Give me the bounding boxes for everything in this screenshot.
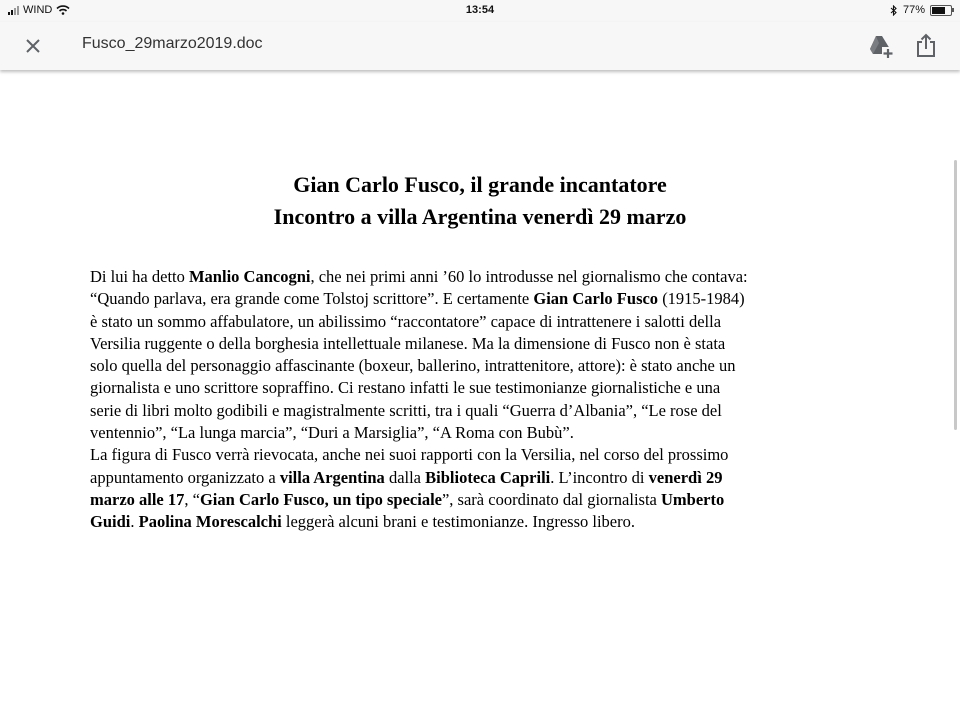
bold-text: marzo alle 17	[90, 489, 185, 509]
body-line	[90, 355, 890, 377]
text-run: . L’incontro di	[550, 467, 649, 487]
app-toolbar	[0, 22, 960, 70]
text-run: è stato un sommo affabulatore, un abilissimo “raccontatore” capace di intrattenere i salotti della	[90, 311, 722, 331]
text-run: appuntamento organizzato a	[90, 467, 280, 487]
bold-text: Gian Carlo Fusco, un tipo speciale	[199, 489, 442, 509]
text-run: ventennio”, “La lunga marcia”, “Duri a Marsiglia”, “A Roma con Bubù”.	[90, 423, 574, 443]
bold-text: Paolina Morescalchi	[138, 512, 282, 532]
add-to-drive-button[interactable]	[866, 32, 894, 60]
document-body	[90, 266, 890, 534]
scrollbar[interactable]	[954, 160, 957, 430]
text-run: Di lui ha detto	[90, 267, 189, 286]
status-right	[890, 4, 952, 16]
bluetooth-icon	[890, 5, 898, 16]
text-run: solo quella del personaggio affascinante (boxeur, ballerino, intrattenitore, attore): è stato anche un	[90, 356, 736, 376]
body-line	[90, 467, 890, 489]
text-run: , “	[184, 489, 200, 509]
text-run: “Quando parlava, era grande come Tolstoj scrittore”. E certamente	[90, 289, 534, 309]
body-line	[90, 333, 890, 355]
text-run: dalla	[384, 467, 426, 487]
battery-percent: 77%	[902, 4, 925, 16]
document-title-line-2: Incontro a villa Argentina venerdì 29 marzo	[273, 204, 687, 229]
body-line	[90, 377, 890, 399]
text-run: (1915-1984)	[658, 289, 745, 309]
status-bar	[0, 0, 960, 22]
bold-text: Manlio Cancogni	[188, 267, 311, 286]
bold-text: Umberto	[661, 489, 725, 509]
text-run: ”, sarà coordinato dal giornalista	[441, 489, 661, 509]
document-filename: Fusco_29marzo2019.doc	[82, 35, 263, 52]
bold-text: Biblioteca Caprili	[425, 467, 551, 487]
carrier-name: WIND	[23, 4, 53, 16]
status-time: 13:54	[465, 4, 495, 16]
close-button[interactable]	[20, 33, 46, 59]
body-line	[90, 444, 890, 466]
battery-icon	[930, 5, 952, 16]
body-line	[90, 489, 890, 511]
text-run: La figura di Fusco verrà rievocata, anche nei suoi rapporti con la Versilia, nel corso del prossimo	[90, 445, 729, 465]
body-line	[90, 400, 890, 422]
battery-fill	[932, 7, 945, 14]
body-line	[90, 422, 890, 444]
text-run: , che nei primi anni ’60 lo introdusse nel giornalismo che contava:	[310, 267, 748, 286]
text-run: serie di libri molto godibili e magistralmente scritti, tra i quali “Guerra d’Albania”, “Le rose del	[90, 400, 722, 420]
share-button[interactable]	[913, 32, 939, 60]
document-title-line-1: Gian Carlo Fusco, il grande incantatore	[293, 172, 667, 197]
bold-text: venerdì 29	[648, 467, 723, 487]
text-run: .	[130, 512, 139, 532]
drive-add-icon	[866, 32, 894, 60]
body-line	[90, 311, 890, 333]
body-line	[90, 266, 890, 288]
text-run: giornalista e uno scrittore sopraffino. Ci restano infatti le sue testimonianze giornalistiche e una	[90, 378, 721, 398]
bold-text: Guidi	[90, 512, 131, 532]
text-run: leggerà alcuni brani e testimonianze. Ingresso libero.	[281, 512, 635, 532]
bold-text: villa Argentina	[279, 467, 385, 487]
text-run: Versilia ruggente o della borghesia intellettuale milanese. Ma la dimensione di Fusco non è stata	[90, 333, 726, 353]
body-line	[90, 288, 890, 310]
bold-text: Gian Carlo Fusco	[533, 289, 659, 309]
body-line	[90, 511, 890, 533]
share-icon	[913, 32, 939, 60]
close-icon	[20, 33, 46, 59]
